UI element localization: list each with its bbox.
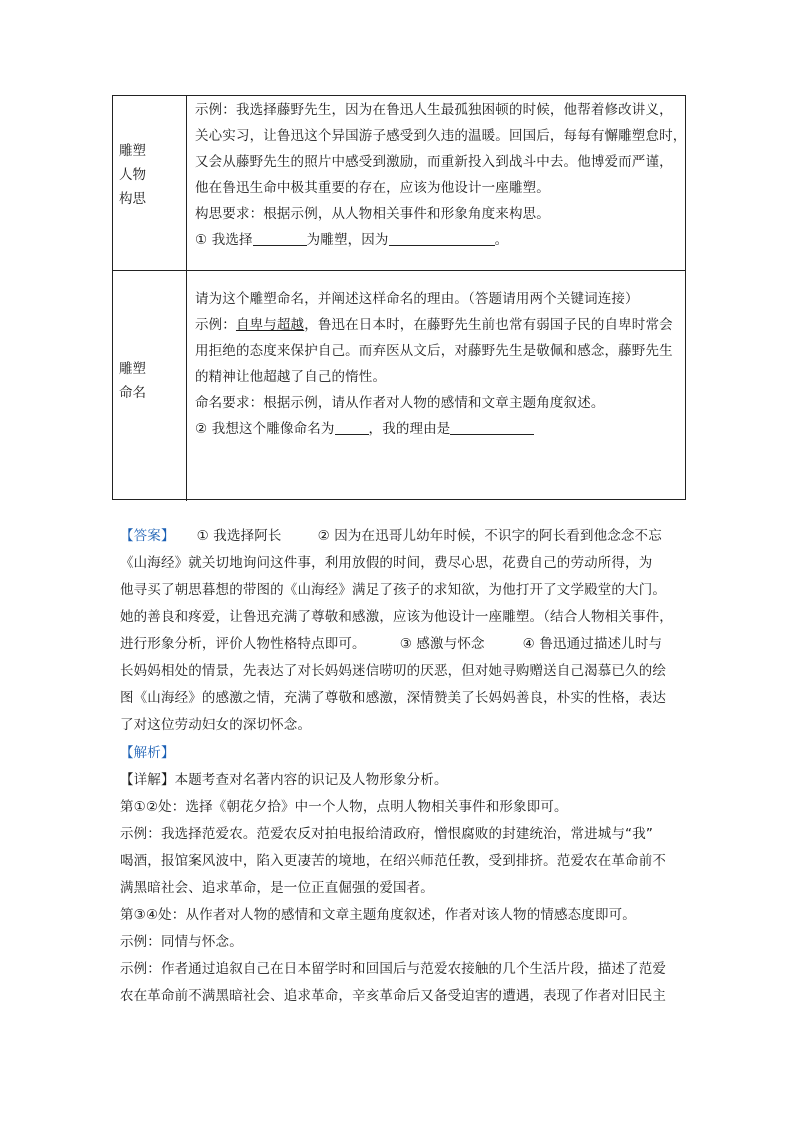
answer-line: 她的善良和疼爱，让鲁迅充满了尊敬和感激，应该为他设计一座雕塑。（结合人物相关事件， [120, 609, 673, 625]
analysis-line: 农在革命前不满黑暗社会、追求革命，辛亥革命后又备受迫害的遭遇，表现了作者对旧民主 [120, 988, 666, 1004]
analysis-line: 第③④处：从作者对人物的感情和文章主题角度叙述，作者对该人物的情感态度即可。 [120, 907, 636, 923]
analysis-header: 【解析】 [120, 745, 175, 761]
prompt-text: 。 [494, 232, 509, 248]
analysis-line: 喝酒，报馆案风波中，陷入更凄苦的境地，在绍兴师范任教，受到排挤。范爱农在革命前不 [120, 853, 666, 869]
analysis-line [120, 768, 448, 792]
answer-text: 进行形象分析，评价人物性格特点即可。 [120, 636, 366, 652]
table-row-design [113, 96, 685, 271]
row-label-design [113, 96, 187, 270]
text-line: 又会从藤野先生的照片中感受到激励，而重新投入到战斗中去。他博爱而严谨， [195, 154, 673, 170]
row-label-line: 雕塑 [119, 143, 146, 159]
row-label-line: 构思 [119, 191, 146, 207]
answer-header: 【答案】 [120, 528, 175, 544]
prompt-text: 为雕塑，因为 [306, 232, 389, 248]
prompt-text: ② 我想这个雕像命名为 [195, 421, 335, 437]
answer-line: 他寻买了朝思暮想的带图的《山海经》满足了孩子的求知欲，为他打开了文学殿堂的大门。 [120, 582, 666, 598]
example-keywords: 自卑与超越 [235, 317, 305, 333]
answer-text: ① 我选择阿长 [196, 528, 282, 544]
row-label-line: 命名 [119, 385, 146, 401]
text-line: 命名要求：根据示例，请从作者对人物的感情和文章主题角度叙述。 [195, 395, 605, 411]
answer-line: 《山海经》就关切地询问这件事，利用放假的时间，费尽心思，花费自己的劳动所得，为 [120, 555, 653, 571]
example-rest: ，鲁迅在日本时，在藤野先生前也常有弱国子民的自卑时常会 [304, 317, 673, 333]
analysis-line: 示例：作者通过追叙自己在日本留学时和回国后与范爱农接触的几个生活片段，描述了范爱 [120, 961, 666, 977]
fill-in-prompt-2 [195, 417, 534, 441]
row-label-line: 雕塑 [119, 361, 146, 377]
detail-text: 本题考查对名著内容的识记及人物形象分析。 [174, 772, 448, 788]
text-line: 示例：我选择藤野先生，因为在鲁迅人生最孤独困顿的时候，他帮着修改讲义， [195, 102, 673, 118]
answer-text: ③ 感激与怀念 [399, 636, 485, 652]
answer-line [120, 632, 662, 656]
text-line: 用拒绝的态度来保护自己。而弃医从文后，对藤野先生是敬佩和感念，藤野先生 [195, 343, 673, 359]
answer-blank[interactable] [253, 231, 307, 246]
row-label-naming [113, 271, 187, 501]
answer-text: ④ 鲁迅通过描述儿时与 [522, 636, 663, 652]
row-label-line: 人物 [119, 167, 146, 183]
answer-line [120, 524, 662, 548]
answer-line: 长妈妈相处的情景，先表达了对长妈妈迷信唠叨的厌恶，但对她寻购赠送自己渴慕已久的绘 [120, 663, 666, 679]
answer-blank[interactable] [389, 231, 495, 246]
answer-line: 了对这位劳动妇女的深切怀念。 [120, 717, 312, 733]
prompt-text: ，我的理由是 [368, 421, 451, 437]
answer-blank[interactable] [335, 420, 369, 435]
sculpture-table [112, 95, 686, 500]
text-line: 关心实习，让鲁迅这个异国游子感受到久违的温暖。回国后，每每有懈雕塑怠时， [195, 128, 687, 144]
text-line: 构思要求：根据示例，从人物相关事件和形象角度来构思。 [195, 206, 550, 222]
fill-in-prompt-1 [195, 228, 508, 252]
prompt-text: ① 我选择 [195, 232, 253, 248]
example-prefix: 示例： [195, 317, 236, 333]
text-line: 的精神让他超越了自己的惰性。 [195, 369, 387, 385]
analysis-line: 示例：我选择范爱农。范爱农反对拍电报给清政府，憎恨腐败的封建统治，常进城与“我” [120, 826, 653, 842]
analysis-line: 第①②处：选择《朝花夕拾》中一个人物，点明人物相关事件和形象即可。 [120, 799, 568, 815]
table-row-naming [113, 271, 685, 501]
text-line: 请为这个雕塑命名，并阐述这样命名的理由。（答题请用两个关键词连接） [195, 291, 639, 307]
answer-text: ② 因为在迅哥儿幼年时候，不识字的阿长看到他念念不忘 [317, 528, 662, 544]
analysis-line: 满黑暗社会、追求革命，是一位正直倔强的爱国者。 [120, 880, 434, 896]
text-line: 他在鲁迅生命中极其重要的存在，应该为他设计一座雕塑。 [195, 180, 550, 196]
answer-blank[interactable] [450, 420, 534, 435]
answer-line: 图《山海经》的感激之情，充满了尊敬和感激，深情赞美了长妈妈善良，朴实的性格，表达 [120, 690, 666, 706]
example-line [195, 313, 673, 337]
analysis-line: 示例：同情与怀念。 [120, 934, 243, 950]
detail-header: 【详解】 [120, 772, 175, 788]
